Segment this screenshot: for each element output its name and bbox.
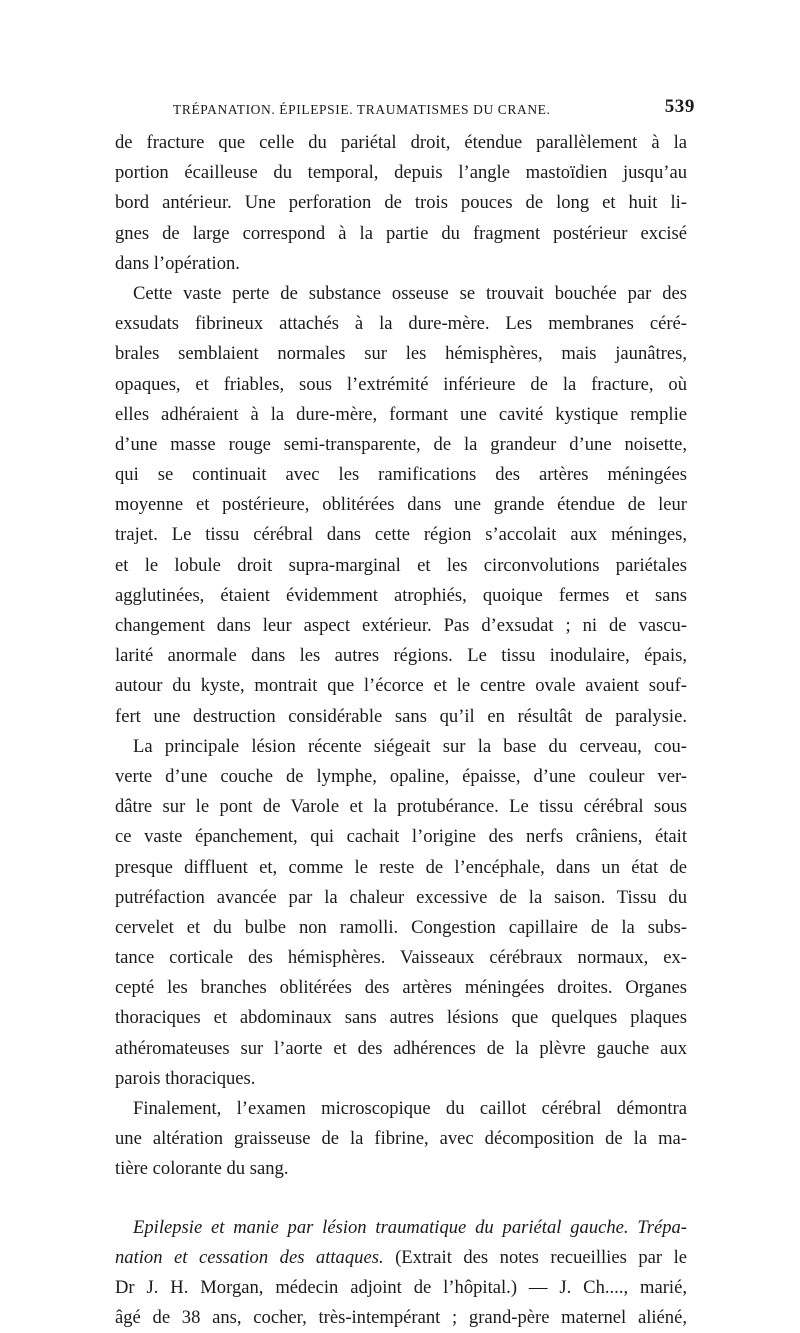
text-line: La principale lésion récente siégeait sur la base du cerveau, cou- (133, 735, 687, 757)
text-line: opaques, et friables, sous l’extrémité inférieure de la fracture, où (115, 373, 687, 395)
page-number: 539 (664, 96, 695, 117)
text-line: athéromateuses sur l’aorte et des adhérences de la plèvre gauche aux (115, 1037, 687, 1059)
case-source: (Extrait des notes recueillies par le (383, 1246, 687, 1268)
text-line: âgé de 38 ans, cocher, très-intempérant ; grand-père maternel aliéné, (115, 1307, 687, 1329)
text-line: thoraciques et abdominaux sans autres lésions que quelques plaques (115, 1007, 687, 1029)
paragraph-3 (115, 732, 687, 1094)
text-line: gnes de large correspond à la partie du fragment postérieur excisé (115, 222, 687, 244)
text-line: et le lobule droit supra-marginal et les circonvolutions pariétales (115, 554, 687, 576)
text-line: autour du kyste, montrait que l’écorce et le centre ovale avaient souf- (115, 675, 687, 697)
text-line (115, 1243, 687, 1273)
book-page (115, 88, 695, 1333)
text-line: fert une destruction considérable sans qu’il en résultât de paralysie. (115, 705, 687, 727)
text-line: portion écailleuse du temporal, depuis l’angle mastoïdien jusqu’au (115, 162, 687, 184)
text-line: qui se continuait avec les ramifications des artères méningées (115, 464, 687, 486)
text-line: putréfaction avancée par la chaleur excessive de la saison. Tissu du (115, 886, 687, 908)
text-line: parois thoraciques. (115, 1067, 256, 1089)
text-line: bord antérieur. Une perforation de trois pouces de long et huit li- (115, 192, 687, 214)
paragraph-4 (115, 1094, 687, 1185)
running-header (115, 88, 695, 128)
text-line: verte d’une couche de lymphe, opaline, épaisse, d’une couleur ver- (115, 765, 687, 787)
text-line: moyenne et postérieure, oblitérées dans une grande étendue de leur (115, 494, 687, 516)
text-line: dâtre sur le pont de Varole et la protubérance. Le tissu cérébral sous (115, 796, 687, 818)
text-line: une altération graisseuse de la fibrine, avec décomposition de la ma- (115, 1128, 687, 1150)
text-line: agglutinées, étaient évidemment atrophiés, quoique fermes et sans (115, 584, 687, 606)
text-line: cepté les branches oblitérées des artères méningées droites. Organes (115, 977, 687, 999)
text-line: cervelet et du bulbe non ramolli. Congestion capillaire de la subs- (115, 916, 687, 938)
text-line: tière colorante du sang. (115, 1158, 289, 1180)
paragraph-1 (115, 128, 687, 279)
text-line: Dr J. H. Morgan, médecin adjoint de l’hôpital.) — J. Ch...., marié, (115, 1276, 687, 1298)
text-line: trajet. Le tissu cérébral dans cette région s’accolait aux méninges, (115, 524, 687, 546)
text-line: brales semblaient normales sur les hémisphères, mais jaunâtres, (115, 343, 687, 365)
text-line: larité anormale dans les autres régions. Le tissu inodulaire, épais, (115, 645, 687, 667)
text-line: ce vaste épanchement, qui cachait l’origine des nerfs crâniens, était (115, 826, 687, 848)
paragraph-2 (115, 279, 687, 732)
text-line: tance corticale des hémisphères. Vaisseaux cérébraux normaux, ex- (115, 947, 687, 969)
case-title-continued: nation et cessation des attaques. (115, 1246, 384, 1268)
text-line: de fracture que celle du pariétal droit, étendue parallèlement à la (115, 132, 687, 153)
case-paragraph (115, 1213, 687, 1333)
text-line: presque diffluent et, comme le reste de l’encéphale, dans un état de (115, 856, 687, 878)
text-line: d’une masse rouge semi-transparente, de la grandeur d’une noisette, (115, 433, 687, 455)
case-title: Epilepsie et manie par lésion traumatique du pariétal gauche. Trépa- (133, 1216, 687, 1238)
text-line: Finalement, l’examen microscopique du caillot cérébral démontra (133, 1098, 687, 1119)
running-title: TRÉPANATION. ÉPILEPSIE. TRAUMATISMES DU CRANE. (173, 102, 551, 117)
text-line: elles adhéraient à la dure-mère, formant une cavité kystique remplie (115, 403, 687, 425)
text-line: changement dans leur aspect extérieur. Pas d’exsudat ; ni de vascu- (115, 615, 687, 636)
text-line: exsudats fibrineux attachés à la dure-mère. Les membranes céré- (115, 313, 687, 335)
section-gap (115, 1185, 687, 1213)
text-line: Cette vaste perte de substance osseuse se trouvait bouchée par des (133, 282, 687, 304)
text-line: dans l’opération. (115, 252, 240, 274)
text-line (115, 1213, 687, 1243)
